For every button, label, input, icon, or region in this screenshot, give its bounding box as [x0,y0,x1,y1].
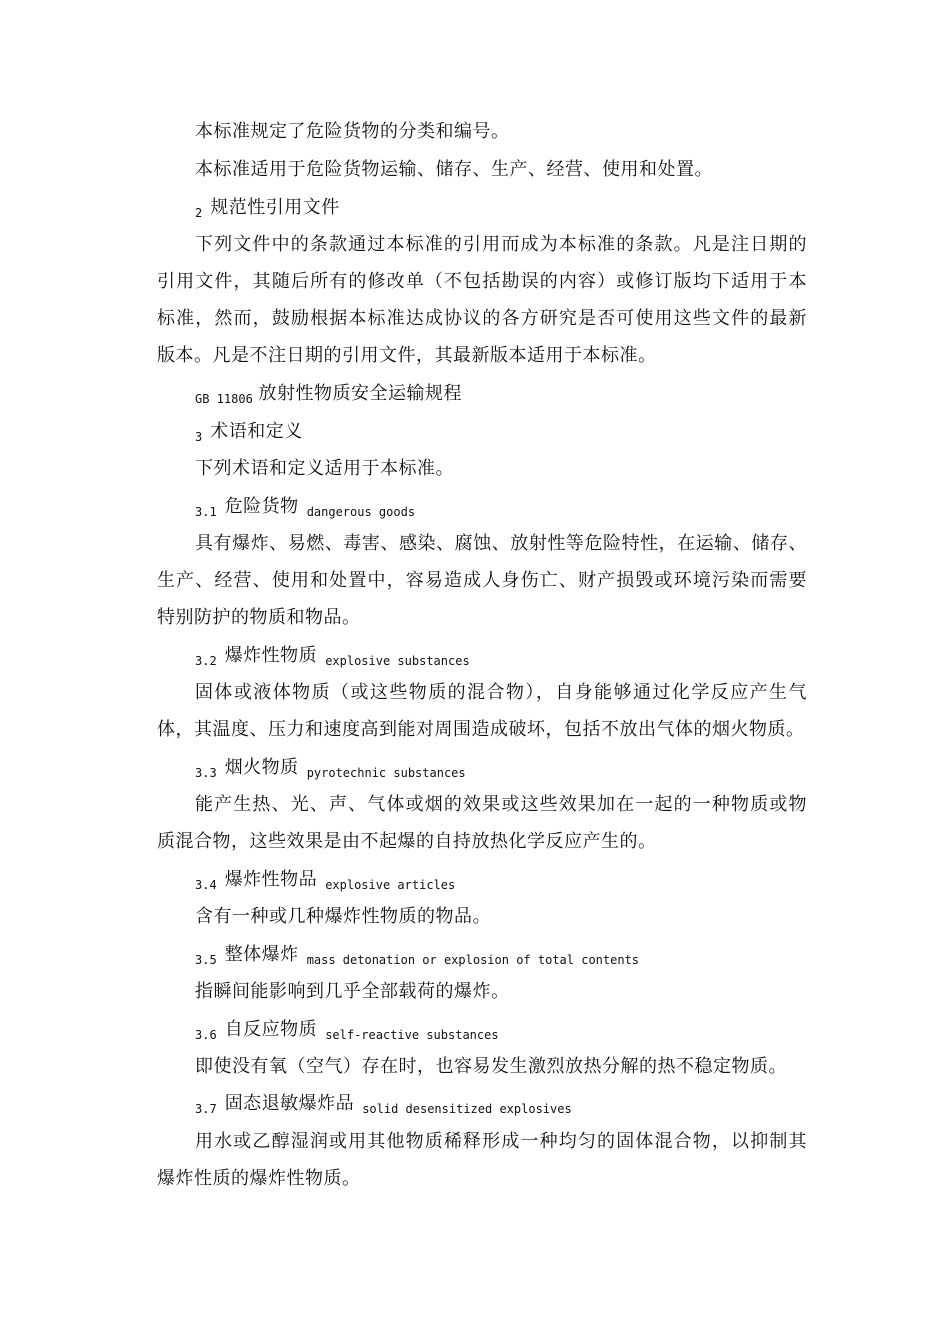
term-heading [195,1017,499,1048]
term-definition-line: 指瞬间能影响到几乎全部载荷的爆炸。 [195,981,510,1002]
term-en: solid desensitized explosives [362,1102,572,1116]
term-en: self-reactive substances [325,1028,499,1042]
term-zh: 危险货物 [224,496,299,517]
term-number: 3.3 [195,766,217,780]
reference-code: GB 11806 [195,392,253,406]
section-3-heading [195,419,303,450]
term-definition-line: 特别防护的物质和物品。 [157,607,361,628]
term-en: pyrotechnic substances [306,766,466,780]
section-2-heading [195,195,340,226]
term-definition-line: 体，其温度、压力和速度高到能对周围造成破坏，包括不放出气体的烟火物质。 [157,719,805,740]
section-number: 2 [195,206,203,220]
term-number: 3.7 [195,1102,217,1116]
section-title: 术语和定义 [210,421,303,442]
term-heading [195,1091,572,1122]
term-number: 3.1 [195,505,217,519]
scope-paragraph-2: 本标准适用于危险货物运输、储存、生产、经营、使用和处置。 [195,159,713,180]
term-en: explosive articles [325,878,456,892]
section-3-intro: 下列术语和定义适用于本标准。 [195,458,454,479]
section-title: 规范性引用文件 [210,197,340,218]
term-heading [195,494,415,525]
term-heading [195,942,639,973]
scope-paragraph-1: 本标准规定了危险货物的分类和编号。 [195,121,510,142]
term-definition-line: 即使没有氧（空气）存在时，也容易发生激烈放热分解的热不稳定物质。 [195,1056,787,1077]
term-definition-line: 爆炸性质的爆炸性物质。 [157,1168,361,1189]
section-2-line: 标准，然而，鼓励根据本标准达成协议的各方研究是否可使用这些文件的最新 [157,308,807,329]
term-zh: 爆炸性物品 [224,869,318,890]
term-number: 3.5 [195,953,217,967]
term-en: dangerous goods [306,505,416,519]
term-en: mass detonation or explosion of total contents [306,953,640,967]
term-heading [195,867,455,898]
section-2-line: 版本。凡是不注日期的引用文件，其最新版本适用于本标准。 [157,345,657,366]
section-number: 3 [195,430,203,444]
term-heading [195,755,466,786]
term-en: explosive substances [325,654,470,668]
term-heading [195,643,470,674]
term-zh: 整体爆炸 [224,944,299,965]
term-definition-line: 含有一种或几种爆炸性物质的物品。 [195,906,491,927]
term-definition-line: 能产生热、光、声、气体或烟的效果或这些效果加在一起的一种物质或物 [195,794,807,815]
term-definition-line: 用水或乙醇湿润或用其他物质稀释形成一种均匀的固体混合物，以抑制其 [195,1131,807,1152]
term-zh: 固态退敏爆炸品 [224,1093,355,1114]
term-number: 3.2 [195,654,217,668]
section-2-line: 下列文件中的条款通过本标准的引用而成为本标准的条款。凡是注日期的 [195,234,807,255]
term-number: 3.4 [195,878,217,892]
term-zh: 烟火物质 [224,757,299,778]
term-zh: 自反应物质 [224,1019,318,1040]
term-number: 3.6 [195,1028,217,1042]
term-definition-line: 固体或液体物质（或这些物质的混合物），自身能够通过化学反应产生气 [195,682,807,703]
normative-reference [195,381,462,412]
term-definition-line: 生产、经营、使用和处置中，容易造成人身伤亡、财产损毁或环境污染而需要 [157,570,807,591]
term-definition-line: 具有爆炸、易燃、毒害、感染、腐蚀、放射性等危险特性，在运输、储存、 [195,533,807,554]
term-definition-line: 质混合物，这些效果是由不起爆的自持放热化学反应产生的。 [157,831,657,852]
term-zh: 爆炸性物质 [224,645,318,666]
reference-title: 放射性物质安全运输规程 [258,383,463,404]
section-2-line: 引用文件，其随后所有的修改单（不包括勘误的内容）或修订版均下适用于本 [157,271,807,292]
